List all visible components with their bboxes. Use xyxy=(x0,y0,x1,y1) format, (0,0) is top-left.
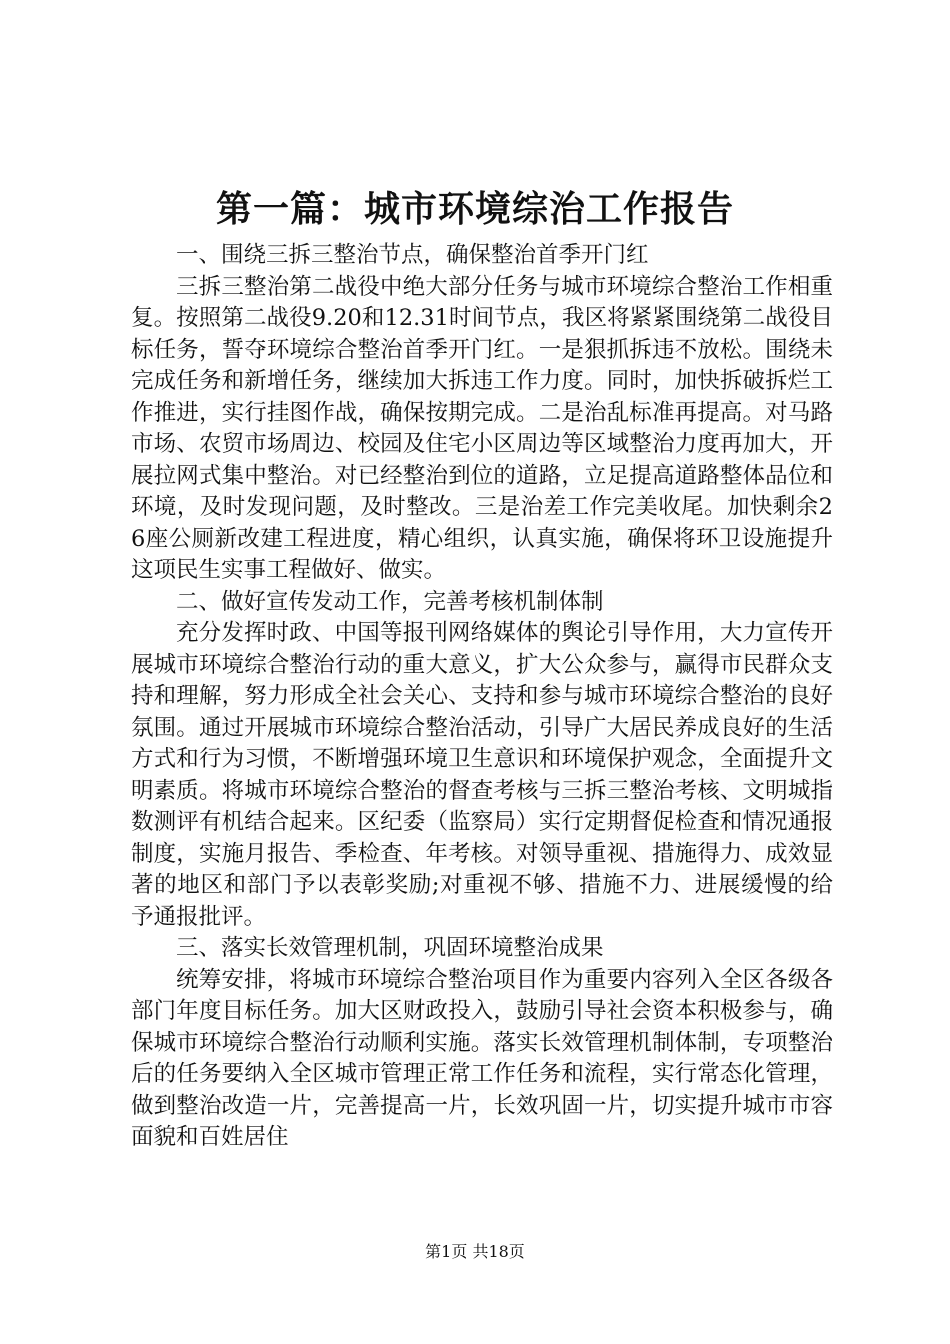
document-body xyxy=(131,240,833,1154)
section-heading-1: 一、围绕三拆三整治节点，确保整治首季开门红 xyxy=(176,242,649,268)
section-paragraph-1: 三拆三整治第二战役中绝大部分任务与城市环境综合整治工作相重复。按照第二战役9.20和12.31时间节点，我区将紧紧围绕第二战役目标任务，誓夺环境综合整治首季开门红。一是狠抓拆违不放松。围绕未完成任务和新增任务，继续加大拆违工作力度。同时，加快拆破拆烂工作推进，实行挂图作战，确保按期完成。二是治乱标准再提高。对马路市场、农贸市场周边、校园及住宅小区周边等区域整治力度再加大，开展拉网式集中整治。对已经整治到位的道路，立足提高道路整体品位和环境，及时发现问题，及时整改。三是治差工作完美收尾。加快剩余26座公厕新改建工程进度，精心组织，认真实施，确保将环卫设施提升这项民生实事工程做好、做实。 xyxy=(131,273,833,583)
section-heading-2: 二、做好宣传发动工作，完善考核机制体制 xyxy=(176,588,604,615)
section-paragraph-2: 充分发挥时政、中国等报刊网络媒体的舆论引导作用，大力宣传开展城市环境综合整治行动的重大意义，扩大公众参与，赢得市民群众支持和理解，努力形成全社会关心、支持和参与城市环境综合整治的良好氛围。通过开展城市环境综合整治活动，引导广大居民养成良好的生活方式和行为习惯，不断增强环境卫生意识和环境保护观念，全面提升文明素质。将城市环境综合整治的督查考核与三拆三整治考核、文明城指数测评有机结合起来。区纪委（监察局）实行定期督促检查和情况通报制度，实施月报告、季检查、年考核。对领导重视、措施得力、成效显著的地区和部门予以表彰奖励;对重视不够、措施不力、进展缓慢的给予通报批评。 xyxy=(131,620,833,930)
section-paragraph-3: 统筹安排，将城市环境综合整治项目作为重要内容列入全区各级各部门年度目标任务。加大区财政投入，鼓励引导社会资本积极参与，确保城市环境综合整治行动顺利实施。落实长效管理机制体制，专项整治后的任务要纳入全区城市管理正常工作任务和流程，实行常态化管理，做到整治改造一片，完善提高一片，长效巩固一片，切实提升城市市容面貌和百姓居住 xyxy=(131,966,833,1150)
document-title: 第一篇：城市环境综治工作报告 xyxy=(215,188,734,230)
page-footer: 第1页 共18页 xyxy=(425,1242,525,1261)
section-heading-3: 三、落实长效管理机制，巩固环境整治成果 xyxy=(176,935,604,961)
